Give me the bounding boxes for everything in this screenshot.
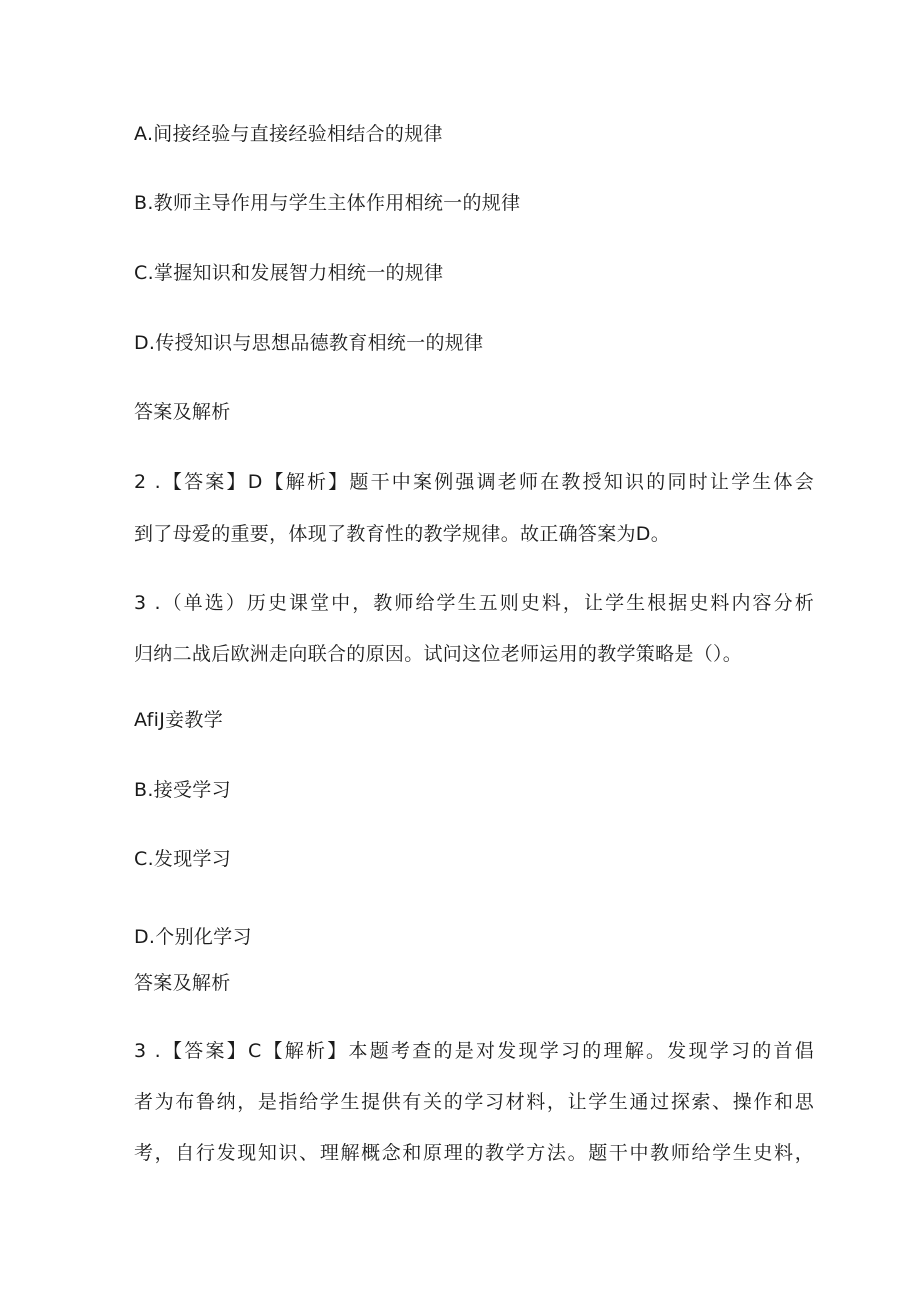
- q2-option-b: B.教师主导作用与学生主体作用相统一的规律: [134, 192, 521, 214]
- q3-option-b: B.接受学习: [134, 779, 231, 801]
- q3-explanation-line-3: 考，自行发现知识、理解概念和原理的教学方法。题干中教师给学生史料，: [134, 1142, 814, 1164]
- q2-option-d: D.传授知识与思想品德教育相统一的规律: [134, 332, 484, 354]
- q3-stem-line-2: 归纳二战后欧洲走向联合的原因。试问这位老师运用的教学策略是（）。: [134, 643, 743, 665]
- q2-option-c: C.掌握知识和发展智力相统一的规律: [134, 262, 444, 284]
- q2-option-a: A.间接经验与直接经验相结合的规律: [134, 123, 443, 145]
- q3-answer-heading: 答案及解析: [134, 972, 231, 994]
- q3-explanation-line-2: 者为布鲁纳，是指给学生提供有关的学习材料，让学生通过探索、操作和思: [134, 1091, 814, 1113]
- q3-explanation-line-1: 3 .【答案】C【解析】本题考查的是对发现学习的理解。发现学习的首倡: [134, 1040, 814, 1062]
- q2-answer-heading: 答案及解析: [134, 401, 231, 423]
- q3-option-d: D.个别化学习: [134, 926, 252, 948]
- q3-option-c: C.发现学习: [134, 848, 232, 870]
- q3-stem-line-1: 3 .（单选）历史课堂中，教师给学生五则史料，让学生根据史料内容分析: [134, 592, 814, 614]
- q2-explanation-line-1: 2 .【答案】D【解析】题干中案例强调老师在教授知识的同时让学生体会: [134, 471, 814, 493]
- q2-explanation-line-2: 到了母爱的重要，体现了教育性的教学规律。故正确答案为D。: [134, 523, 671, 545]
- q3-option-a: AfiJ妾教学: [134, 709, 223, 731]
